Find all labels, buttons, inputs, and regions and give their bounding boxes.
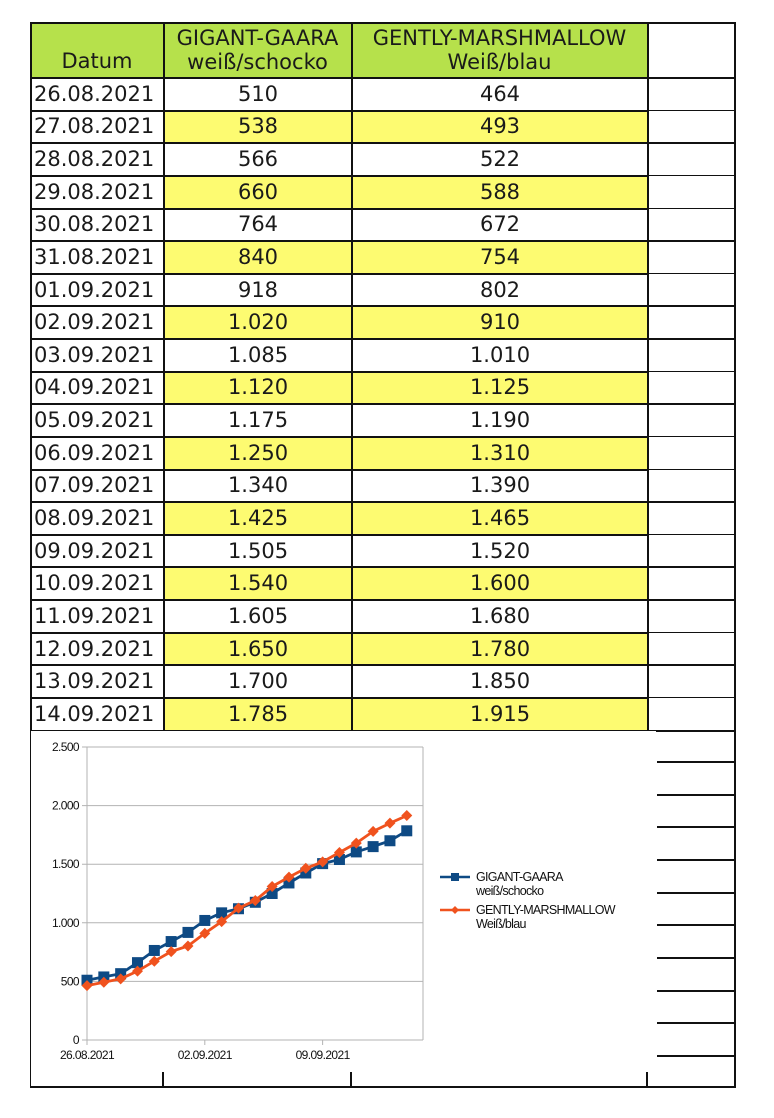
header-datum[interactable] xyxy=(31,23,163,78)
cell-gigant-gaara-value: 1.505 xyxy=(227,538,289,563)
cell-date[interactable] xyxy=(31,274,164,307)
cell-gigant-gaara-value: 1.175 xyxy=(227,408,289,433)
grid-line xyxy=(648,403,735,405)
grid-line xyxy=(30,110,648,112)
cell-gently-marshmallow-value: 1.850 xyxy=(469,669,531,694)
grid-line xyxy=(30,1086,736,1088)
cell-gently-marshmallow[interactable] xyxy=(352,209,648,242)
cell-gently-marshmallow[interactable] xyxy=(352,567,648,600)
grid-line xyxy=(30,469,648,471)
cell-gently-marshmallow-value: 1.465 xyxy=(469,506,531,530)
grid-line xyxy=(648,599,735,601)
cell-date-value: 09.09.2021 xyxy=(34,538,155,563)
cell-gently-marshmallow-value: 493 xyxy=(479,114,521,139)
cell-date[interactable] xyxy=(31,665,164,698)
cell-gently-marshmallow-value: 1.390 xyxy=(469,473,531,498)
y-tick-label: 2.500 xyxy=(51,740,79,754)
header-empty-cell[interactable] xyxy=(648,23,734,78)
cell-empty[interactable] xyxy=(648,306,734,339)
grid-line xyxy=(647,22,649,731)
legend-square-marker-icon xyxy=(451,873,459,881)
cell-gently-marshmallow[interactable] xyxy=(352,633,648,666)
cell-date-value: 12.09.2021 xyxy=(34,636,155,661)
cell-gently-marshmallow-value: 1.780 xyxy=(469,636,531,661)
header-datum-label: Datum xyxy=(61,49,133,74)
cell-empty[interactable] xyxy=(648,78,734,111)
grid-line xyxy=(657,892,735,894)
cell-gigant-gaara[interactable] xyxy=(164,567,352,600)
cell-date-value: 08.09.2021 xyxy=(34,506,155,530)
square-marker xyxy=(401,825,412,836)
cell-date[interactable] xyxy=(31,339,164,372)
grid-line xyxy=(30,599,648,601)
cell-empty[interactable] xyxy=(648,404,734,437)
grid-line xyxy=(648,632,735,634)
cell-gigant-gaara[interactable] xyxy=(164,535,352,568)
cell-gigant-gaara[interactable] xyxy=(164,176,352,209)
diamond-marker xyxy=(166,946,177,957)
cell-gently-marshmallow[interactable] xyxy=(352,241,648,274)
grid-line xyxy=(30,273,648,275)
grid-line xyxy=(350,1072,352,1087)
grid-line xyxy=(657,1022,735,1024)
square-marker xyxy=(199,915,210,926)
x-tick-label: 09.09.2021 xyxy=(295,1048,350,1062)
cell-empty[interactable] xyxy=(648,437,734,470)
grid-line xyxy=(30,534,648,536)
cell-gigant-gaara-value: 840 xyxy=(237,244,279,269)
cell-gently-marshmallow-value: 1.310 xyxy=(469,440,531,465)
y-tick-label: 500 xyxy=(60,974,79,989)
cell-gigant-gaara[interactable] xyxy=(164,502,352,535)
cell-date-value: 28.08.2021 xyxy=(34,147,155,172)
grid-line xyxy=(30,142,648,144)
grid-line xyxy=(648,273,735,275)
cell-empty[interactable] xyxy=(648,470,734,503)
cell-date[interactable] xyxy=(31,176,164,209)
cell-gently-marshmallow[interactable] xyxy=(352,372,648,405)
grid-line xyxy=(30,338,648,340)
cell-gently-marshmallow-value: 672 xyxy=(479,212,521,237)
cell-gently-marshmallow[interactable] xyxy=(352,274,648,307)
cell-gently-marshmallow-value: 754 xyxy=(479,244,521,269)
cell-date-value: 27.08.2021 xyxy=(34,114,155,139)
grid-line xyxy=(648,371,735,373)
grid-line xyxy=(30,664,648,666)
square-marker xyxy=(368,841,379,852)
cell-gigant-gaara[interactable] xyxy=(164,78,352,111)
cell-date-value: 29.08.2021 xyxy=(34,179,155,204)
cell-gigant-gaara-value: 1.650 xyxy=(227,636,289,661)
header-gently-marshmallow-line1: GENTLY-MARSHMALLOW xyxy=(372,25,627,50)
grid-line xyxy=(734,22,736,1088)
cell-empty[interactable] xyxy=(648,665,734,698)
cell-gigant-gaara[interactable] xyxy=(164,404,352,437)
cell-date[interactable] xyxy=(31,404,164,437)
cell-gently-marshmallow[interactable] xyxy=(352,437,648,470)
cell-empty[interactable] xyxy=(648,372,734,405)
cell-date[interactable] xyxy=(31,209,164,242)
y-tick-label: 1.000 xyxy=(51,915,79,930)
cell-empty[interactable] xyxy=(648,274,734,307)
cell-date-value: 06.09.2021 xyxy=(34,440,155,465)
legend-label: weiß/schocko xyxy=(476,884,544,898)
cell-gigant-gaara-value: 660 xyxy=(237,179,279,204)
grid-line xyxy=(657,957,735,959)
grid-line xyxy=(30,305,648,307)
cell-gently-marshmallow-value: 1.125 xyxy=(469,375,531,400)
grid-line xyxy=(30,371,648,373)
cell-gigant-gaara[interactable] xyxy=(164,274,352,307)
cell-date[interactable] xyxy=(31,437,164,470)
grid-line xyxy=(30,501,648,503)
cell-gigant-gaara-value: 510 xyxy=(237,81,279,106)
header-gigant-gaara[interactable] xyxy=(164,23,351,78)
cell-date[interactable] xyxy=(31,372,164,405)
cell-gigant-gaara-value: 1.425 xyxy=(227,506,289,530)
cell-gigant-gaara[interactable] xyxy=(164,111,352,144)
cell-date-value: 02.09.2021 xyxy=(34,310,155,335)
cell-gently-marshmallow[interactable] xyxy=(352,339,648,372)
grid-line xyxy=(648,142,735,144)
header-gently-marshmallow[interactable] xyxy=(352,23,647,78)
square-marker xyxy=(166,936,177,947)
grid-line xyxy=(657,859,735,861)
cell-gently-marshmallow-value: 1.915 xyxy=(469,701,531,726)
grid-line xyxy=(648,175,735,177)
cell-gigant-gaara-value: 538 xyxy=(237,114,279,139)
cell-gigant-gaara-value: 1.020 xyxy=(227,310,289,335)
line-chart[interactable] xyxy=(31,731,656,1086)
header-gigant-gaara-line1: GIGANT-GAARA xyxy=(176,25,339,50)
cell-gigant-gaara-value: 566 xyxy=(237,147,279,172)
cell-gigant-gaara-value: 1.605 xyxy=(227,603,289,628)
grid-line xyxy=(648,697,735,699)
y-tick-label: 0 xyxy=(72,1033,79,1047)
grid-line xyxy=(648,240,735,242)
x-tick-label: 02.09.2021 xyxy=(177,1048,232,1062)
cell-gently-marshmallow-value: 910 xyxy=(479,310,521,335)
cell-date[interactable] xyxy=(31,502,164,535)
cell-date[interactable] xyxy=(31,143,164,176)
grid-line xyxy=(648,110,735,112)
cell-date-value: 01.09.2021 xyxy=(34,277,155,302)
cell-gigant-gaara[interactable] xyxy=(164,633,352,666)
cell-gently-marshmallow-value: 802 xyxy=(479,277,521,302)
square-marker xyxy=(384,835,395,846)
cell-gently-marshmallow[interactable] xyxy=(352,404,648,437)
cell-date[interactable] xyxy=(31,241,164,274)
grid-line xyxy=(30,240,648,242)
cell-gigant-gaara[interactable] xyxy=(164,698,352,731)
grid-line xyxy=(648,436,735,438)
cell-gently-marshmallow-value: 1.680 xyxy=(469,603,531,628)
cell-date[interactable] xyxy=(31,111,164,144)
cell-date-value: 04.09.2021 xyxy=(34,375,155,400)
cell-date-value: 14.09.2021 xyxy=(34,701,155,726)
cell-empty[interactable] xyxy=(648,535,734,568)
cell-gently-marshmallow[interactable] xyxy=(352,600,648,633)
grid-line xyxy=(657,794,735,796)
cell-gigant-gaara[interactable] xyxy=(164,209,352,242)
cell-date[interactable] xyxy=(31,567,164,600)
grid-line xyxy=(30,175,648,177)
header-gently-marshmallow-line2: Weiß/blau xyxy=(447,49,552,74)
grid-line xyxy=(30,208,648,210)
cell-empty[interactable] xyxy=(648,209,734,242)
grid-line xyxy=(162,1072,164,1087)
diamond-marker xyxy=(384,818,395,829)
cell-empty[interactable] xyxy=(648,600,734,633)
grid-line xyxy=(30,566,648,568)
legend-label: Weiß/blau xyxy=(476,917,526,931)
y-tick-label: 1.500 xyxy=(51,857,79,872)
grid-line xyxy=(648,208,735,210)
grid-line xyxy=(657,990,735,992)
grid-line xyxy=(648,77,735,79)
cell-gigant-gaara[interactable] xyxy=(164,665,352,698)
cell-date-value: 07.09.2021 xyxy=(34,473,155,498)
cell-date[interactable] xyxy=(31,600,164,633)
grid-line xyxy=(351,22,353,731)
cell-date[interactable] xyxy=(31,470,164,503)
grid-line xyxy=(30,403,648,405)
cell-gigant-gaara[interactable] xyxy=(164,600,352,633)
cell-empty[interactable] xyxy=(648,567,734,600)
cell-empty[interactable] xyxy=(648,176,734,209)
cell-gigant-gaara[interactable] xyxy=(164,372,352,405)
grid-line xyxy=(30,697,648,699)
grid-line xyxy=(648,664,735,666)
cell-gently-marshmallow-value: 1.190 xyxy=(469,408,531,433)
cell-date-value: 26.08.2021 xyxy=(34,81,155,106)
cell-gently-marshmallow-value: 1.010 xyxy=(469,342,531,367)
cell-gigant-gaara[interactable] xyxy=(164,437,352,470)
cell-gently-marshmallow-value: 464 xyxy=(479,81,521,106)
cell-gigant-gaara-value: 1.250 xyxy=(227,440,289,465)
grid-line xyxy=(646,1072,648,1087)
cell-date-value: 13.09.2021 xyxy=(34,669,155,694)
grid-line xyxy=(657,826,735,828)
cell-date[interactable] xyxy=(31,633,164,666)
chart-svg xyxy=(31,731,656,1086)
cell-gently-marshmallow[interactable] xyxy=(352,176,648,209)
grid-line xyxy=(657,1055,735,1057)
cell-gigant-gaara[interactable] xyxy=(164,306,352,339)
grid-line xyxy=(30,632,648,634)
cell-date[interactable] xyxy=(31,535,164,568)
grid-line xyxy=(648,501,735,503)
cell-empty[interactable] xyxy=(648,502,734,535)
cell-gently-marshmallow-value: 522 xyxy=(479,147,521,172)
cell-gently-marshmallow-value: 588 xyxy=(479,179,521,204)
y-tick-label: 2.000 xyxy=(51,798,79,813)
cell-gigant-gaara-value: 764 xyxy=(237,212,279,237)
cell-empty[interactable] xyxy=(648,633,734,666)
cell-gently-marshmallow[interactable] xyxy=(352,698,648,731)
cell-gently-marshmallow-value: 1.520 xyxy=(469,538,531,563)
cell-date[interactable] xyxy=(31,698,164,731)
grid-line xyxy=(648,469,735,471)
cell-gently-marshmallow[interactable] xyxy=(352,78,648,111)
grid-line xyxy=(30,77,648,79)
cell-date-value: 10.09.2021 xyxy=(34,571,155,596)
grid-line xyxy=(648,566,735,568)
cell-date[interactable] xyxy=(31,306,164,339)
cell-gently-marshmallow[interactable] xyxy=(352,143,648,176)
cell-gigant-gaara-value: 1.700 xyxy=(227,669,289,694)
cell-gigant-gaara[interactable] xyxy=(164,339,352,372)
cell-empty[interactable] xyxy=(648,339,734,372)
cell-gently-marshmallow[interactable] xyxy=(352,111,648,144)
cell-date-value: 05.09.2021 xyxy=(34,408,155,433)
cell-date-value: 03.09.2021 xyxy=(34,342,155,367)
cell-gently-marshmallow[interactable] xyxy=(352,470,648,503)
grid-line xyxy=(648,305,735,307)
cell-empty[interactable] xyxy=(648,143,734,176)
grid-line xyxy=(648,338,735,340)
cell-date-value: 31.08.2021 xyxy=(34,244,155,269)
cell-date-value: 11.09.2021 xyxy=(34,603,155,628)
cell-gigant-gaara[interactable] xyxy=(164,470,352,503)
cell-empty[interactable] xyxy=(648,241,734,274)
cell-gently-marshmallow[interactable] xyxy=(352,306,648,339)
cell-gently-marshmallow[interactable] xyxy=(352,665,648,698)
grid-line xyxy=(30,436,648,438)
cell-empty[interactable] xyxy=(648,698,734,731)
grid-line xyxy=(648,534,735,536)
cell-gently-marshmallow[interactable] xyxy=(352,502,648,535)
cell-gently-marshmallow-value: 1.600 xyxy=(469,571,531,596)
cell-empty[interactable] xyxy=(648,111,734,144)
square-marker xyxy=(182,927,193,938)
cell-gigant-gaara-value: 1.120 xyxy=(227,375,289,400)
cell-date[interactable] xyxy=(31,78,164,111)
diamond-marker xyxy=(401,810,412,821)
cell-gigant-gaara-value: 1.785 xyxy=(227,701,289,726)
cell-gigant-gaara-value: 1.540 xyxy=(227,571,289,596)
cell-gigant-gaara-value: 1.085 xyxy=(227,342,289,367)
grid-line xyxy=(30,22,735,24)
cell-gigant-gaara[interactable] xyxy=(164,241,352,274)
grid-line xyxy=(657,924,735,926)
cell-gigant-gaara-value: 1.340 xyxy=(227,473,289,498)
grid-line xyxy=(163,22,165,731)
grid-line xyxy=(657,761,735,763)
cell-gently-marshmallow[interactable] xyxy=(352,535,648,568)
legend-diamond-marker-icon xyxy=(451,906,459,914)
square-marker xyxy=(149,945,160,956)
cell-gigant-gaara[interactable] xyxy=(164,143,352,176)
cell-date-value: 30.08.2021 xyxy=(34,212,155,237)
header-gigant-gaara-line2: weiß/schocko xyxy=(187,49,328,74)
legend-label: GIGANT-GAARA xyxy=(476,870,563,884)
cell-gigant-gaara-value: 918 xyxy=(237,277,279,302)
legend-label: GENTLY-MARSHMALLOW xyxy=(476,903,615,917)
x-tick-label: 26.08.2021 xyxy=(59,1048,115,1062)
